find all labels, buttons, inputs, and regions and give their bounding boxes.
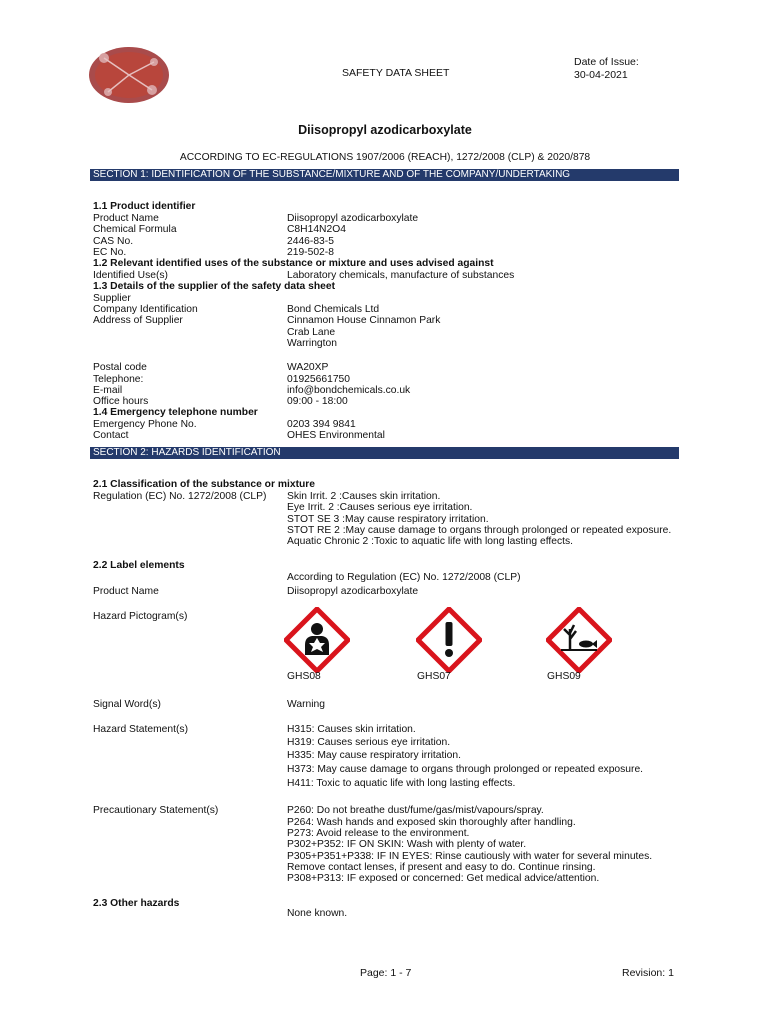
field-value: 219-502-8: [287, 247, 334, 258]
field-label: Address of Supplier: [93, 315, 183, 326]
field-value: WA20XP: [287, 362, 329, 373]
product-title: Diisopropyl azodicarboxylate: [298, 123, 472, 137]
field-label: Office hours: [93, 396, 149, 407]
pictogram-code: GHS08: [287, 671, 321, 682]
field-value: 2446-83-5: [287, 235, 334, 247]
signal-word-label: Signal Word(s): [93, 699, 161, 710]
field-label: Identified Use(s): [93, 269, 168, 281]
regulation-label: Regulation (EC) No. 1272/2008 (CLP): [93, 490, 267, 502]
field-label: Company Identification: [93, 304, 198, 315]
field-label: Emergency Phone No.: [93, 418, 197, 430]
sheet-title: SAFETY DATA SHEET: [342, 67, 450, 79]
hazard-statement: H335: May cause respiratory irritation.: [287, 750, 461, 761]
hazard-statements-label: Hazard Statement(s): [93, 724, 188, 735]
field-value: Diisopropyl azodicarboxylate: [287, 212, 419, 224]
issue-date-block: [574, 56, 639, 82]
address-line: Warrington: [287, 338, 337, 349]
regulations-line: ACCORDING TO EC-REGULATIONS 1907/2006 (REACH), 1272/2008 (CLP) & 2020/878: [179, 152, 591, 163]
precautionary-statement: P264: Wash hands and exposed skin thoroughly after handling.: [287, 816, 576, 828]
other-hazards-value: None known.: [287, 908, 348, 919]
field-value: C8H14N2O4: [287, 224, 346, 235]
product-name-label: Product Name: [93, 586, 159, 597]
heading-1-4: 1.4 Emergency telephone number: [93, 407, 258, 418]
hazard-statement: H411: Toxic to aquatic life with long lasting effects.: [287, 778, 516, 789]
classification-item: Skin Irrit. 2 :Causes skin irritation.: [287, 490, 441, 502]
pictograms-label: Hazard Pictogram(s): [93, 611, 188, 622]
issue-date-value: 30-04-2021: [574, 69, 628, 81]
hazard-statement: H319: Causes serious eye irritation.: [287, 737, 451, 748]
signal-word-value: Warning: [287, 699, 325, 710]
heading-1-3: 1.3 Details of the supplier of the safety data sheet: [93, 281, 336, 292]
precautionary-statement: P273: Avoid release to the environment.: [287, 828, 470, 839]
revision-number: Revision: 1: [622, 967, 674, 979]
classification-item: STOT RE 2 :May cause damage to organs through prolonged or repeated exposure.: [287, 524, 672, 536]
field-label: E-mail: [93, 385, 123, 396]
page-number: Page: 1 - 7: [360, 967, 412, 979]
hazard-statement: H373: May cause damage to organs through prolonged or repeated exposure.: [287, 764, 644, 775]
field-label: EC No.: [93, 247, 127, 258]
field-label: Contact: [93, 430, 129, 441]
issue-date-label: Date of Issue:: [574, 56, 639, 68]
field-label: Postal code: [93, 362, 147, 373]
pictogram-code: GHS07: [417, 671, 451, 682]
classification-item: Aquatic Chronic 2 :Toxic to aquatic life with long lasting effects.: [287, 536, 573, 547]
field-value: 0203 394 9841: [287, 418, 356, 430]
heading-2-3: 2.3 Other hazards: [93, 898, 180, 909]
section-2-bar: SECTION 2: HAZARDS IDENTIFICATION: [90, 447, 679, 459]
field-label: CAS No.: [93, 235, 134, 247]
precautionary-statement: P308+P313: IF exposed or concerned: Get medical advice/attention.: [287, 873, 600, 884]
health-hazard-icon: [284, 607, 350, 673]
hazard-statement: H315: Causes skin irritation.: [287, 724, 416, 735]
section-1-bar: SECTION 1: IDENTIFICATION OF THE SUBSTANCE/MIXTURE AND OF THE COMPANY/UNDERTAKING: [90, 169, 679, 181]
precautionary-statement: P260: Do not breathe dust/fume/gas/mist/vapours/spray.: [287, 805, 544, 816]
supplier-label: Supplier: [93, 292, 131, 304]
email-value: info@bondchemicals.co.uk: [287, 385, 411, 396]
field-value: OHES Environmental: [287, 430, 385, 441]
field-label: Chemical Formula: [93, 224, 177, 235]
precautionary-statement: P305+P351+P338: IF IN EYES: Rinse cautiously with water for several minutes.: [287, 850, 653, 862]
field-value: Bond Chemicals Ltd: [287, 304, 380, 315]
field-value: 01925661750: [287, 373, 350, 385]
precautionary-statement: P302+P352: IF ON SKIN: Wash with plenty of water.: [287, 839, 527, 850]
precautionary-statement: Remove contact lenses, if present and easy to do. Continue rinsing.: [287, 862, 596, 873]
field-value: 09:00 - 18:00: [287, 396, 348, 407]
precautionary-statements-label: Precautionary Statement(s): [93, 805, 219, 816]
product-name-value: Diisopropyl azodicarboxylate: [287, 586, 419, 597]
address-line: Crab Lane: [287, 326, 336, 338]
address-line: Cinnamon House Cinnamon Park: [287, 315, 441, 326]
field-label: Product Name: [93, 212, 159, 224]
heading-2-2: 2.2 Label elements: [93, 560, 185, 571]
environment-icon: [546, 607, 612, 673]
heading-1-1: 1.1 Product identifier: [93, 201, 196, 212]
company-logo: [86, 44, 172, 106]
heading-2-1: 2.1 Classification of the substance or mixture: [93, 479, 316, 490]
exclamation-mark-icon: [416, 607, 482, 673]
according-regulation: According to Regulation (EC) No. 1272/2008 (CLP): [287, 572, 521, 583]
field-value: Laboratory chemicals, manufacture of substances: [287, 269, 515, 281]
classification-item: STOT SE 3 :May cause respiratory irritation.: [287, 513, 489, 525]
field-label: Telephone:: [93, 373, 144, 385]
heading-1-2: 1.2 Relevant identified uses of the substance or mixture and uses advised against: [93, 258, 494, 269]
pictogram-code: GHS09: [547, 671, 581, 682]
classification-item: Eye Irrit. 2 :Causes serious eye irritation.: [287, 502, 473, 513]
